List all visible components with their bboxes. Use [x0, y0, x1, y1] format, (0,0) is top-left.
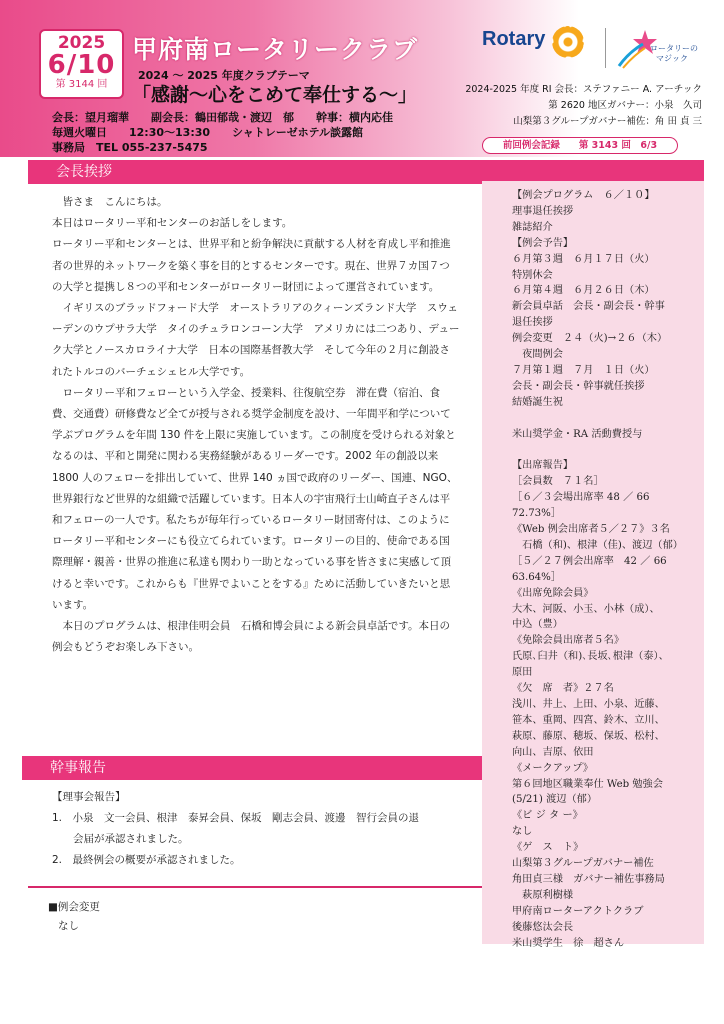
club-theme: 「感謝～心をこめて奉仕する～」	[132, 84, 418, 106]
sidebar-line: 第６回地区職業奉仕 Web 勉強会	[512, 778, 663, 790]
paragraph: 本日のプログラムは、根津佳明会員 石橋和博会員による新会員卓話です。本日の例会もどうぞお楽しみ下さい。	[52, 620, 451, 654]
sidebar-line: ［６／３会場出席率 48 ／ 66	[512, 492, 650, 504]
assistant-governor: 山梨第３グループガバナー補佐：角 田 貞 三	[513, 116, 702, 127]
meeting-change-value: なし	[58, 920, 79, 932]
section-divider	[28, 886, 482, 888]
sidebar-line: 夜間例会	[512, 349, 563, 361]
sidebar-line: 72.73%］	[512, 508, 562, 520]
sidebar-line: 新会員卓話 会長・副会長・幹事	[512, 301, 665, 313]
date-badge	[39, 29, 124, 99]
sidebar-line: 山梨第３グループガバナー補佐	[512, 858, 654, 870]
sidebar-line: 例会変更 ２４（火)→２６（木）	[512, 333, 668, 345]
sidebar-line: 《Web 例会出席者５／２７》３名	[512, 524, 670, 536]
date-month-day: 6/10	[47, 50, 116, 80]
sidebar-line: なし	[512, 826, 533, 838]
sidebar-line: 浅川、井上、上田、小泉、近藤、	[512, 699, 665, 710]
rotary-logo: Rotary	[482, 28, 546, 50]
rotary-wheel-icon	[552, 26, 584, 58]
sidebar-line: 後藤悠汰会長	[512, 921, 574, 933]
sidebar-line: 甲府南ローターアクトクラブ	[512, 905, 644, 917]
district-governor: 第 2620 地区ガバナー：小泉 久司	[548, 100, 702, 111]
paragraph: 皆さま こんにちは。	[52, 196, 168, 208]
club-name: 甲府南ロータリークラブ	[132, 35, 419, 64]
sidebar-line: 《メークアップ》	[512, 762, 594, 774]
sidebar-line: ６月第３週 ６月１７日（火）	[512, 253, 655, 265]
sidebar-line: 【出席報告】	[512, 460, 574, 472]
paragraph: ロータリー平和フェローという入学金、授業料、往復航空券 滞在費（宿泊、食費、交通費）研修費など全てが授与される奨学金制度を設け、一年間平和学について学ぶプログラムを年間 130 件を上限に実施しています。この制度を受けられる対象となるのは、平和と開発に関わる実務経験があるリーダーです。2002 年の創設以来 1800 人のフェローを排出していて、世界 140 ヵ国で政府のリーダー、国連、NGO、世界銀行など世界的な組織で活躍しています。日本人の宇宙飛行士山崎直子さんは平和フェローの一人です。私たちが毎年行っているロータリー財団寄付は、このようにロータリー平和センターにも役立てられています。ロータリーの目的、使命である国際理解・親善・世界の推進に私達も関わり一助となっている事を皆さまに実感して頂けると幸いです。これからも『世界でよいことをする』ために活動していきたいと思います。	[52, 386, 458, 611]
sidebar-line: (5/21) 渡辺（郁）	[512, 794, 598, 806]
sidebar-line: 理事退任挨拶	[512, 205, 574, 217]
sidebar-line: 笹本、重岡、四宮、鈴木、立川、	[512, 714, 665, 726]
sidebar-line: ６月第４週 ６月２６日（木）	[512, 285, 655, 297]
paragraph: 本日はロータリー平和センターのお話しをします。	[52, 217, 293, 230]
report-line: 1. 小泉 文一会員、根津 泰昇会員、保坂 剛志会員、渡邊 智行会員の退	[52, 812, 420, 824]
sidebar-line: 角田貞三様 ガバナー補佐事務局	[512, 873, 665, 885]
logo-divider	[605, 28, 606, 68]
secretary-report	[52, 787, 419, 871]
sidebar-line: 《免除会員出席者５名》	[512, 635, 625, 647]
paragraph: イギリスのブラッドフォード大学 オーストラリアのクィーンズランド大学 スウェーデンのウプサラ大学 タイのチュラロンコーン大学 アメリカには二つあり、デューク大学とノースカロライナ大学 日本の国際基督教大学 そして今年の２月に創設されたトルコのバーチェシェヒル大学です。	[52, 302, 460, 378]
sidebar-line: 退任挨拶	[512, 317, 553, 329]
sidebar-line: 《ビ ジ タ ー》	[512, 810, 583, 822]
sidebar-line	[512, 411, 702, 427]
ri-officers	[465, 82, 702, 130]
sidebar-program-attendance	[512, 188, 702, 952]
report-line: 2. 最終例会の概要が承認されました。	[52, 854, 241, 866]
sidebar-line: 中込（豊）	[512, 619, 563, 631]
date-year: 2025	[57, 33, 106, 53]
officers-line: 会長：望月瑠華 副会長：鶴田郁哉・渡辺 郁 幹事：横内応佳	[52, 111, 393, 124]
sidebar-line: 萩原、藤原、穂坂、保坂、松村、	[512, 730, 665, 742]
meeting-change	[48, 898, 100, 936]
club-officers	[52, 110, 393, 155]
report-line: 【理事会報告】	[52, 791, 126, 803]
previous-meeting-record: 前回例会記録 第 3143 回 6/3	[482, 137, 678, 154]
sidebar-line: 原田	[512, 667, 533, 679]
president-greeting	[52, 192, 460, 658]
sidebar-line: 《ゲ ス ト》	[512, 842, 584, 854]
sidebar-line: 萩原利樹様	[512, 889, 574, 901]
sidebar-line: 雑誌紹介	[512, 221, 553, 233]
secretary-section-header: 幹事報告	[22, 756, 482, 780]
masthead	[0, 0, 724, 157]
paragraph: ロータリー平和センターとは、世界平和と紛争解決に貢献する人材を育成し平和推進者の世界的ネットワークを築く事を目的とするセンターです。現在、世界７カ国７つの大学と提携し８つの平和センターがロータリー財団によって運営されています。	[52, 238, 451, 293]
ri-president: 2024-2025 年度 RI 会長：ステファニー A. アーチック	[465, 84, 702, 95]
meeting-change-heading: ■例会変更	[48, 901, 100, 913]
sidebar-line: ［５／２７例会出席率 42 ／ 66	[512, 555, 667, 567]
sidebar-line: 《出席免除会員》	[512, 587, 594, 599]
magic-slogan: ロータリーの マジック	[650, 44, 698, 63]
sidebar-line: ７月第１週 ７月 １日（火）	[512, 364, 655, 376]
meeting-schedule-line: 毎週火曜日 12:30～13:30 シャトレーゼホテル談露館	[52, 126, 364, 139]
sidebar-line: 63.64%］	[512, 571, 562, 583]
sidebar-line: 向山、吉原、依田	[512, 746, 594, 758]
sidebar-line	[512, 443, 702, 459]
president-section-header: 会長挨拶	[28, 160, 704, 184]
sidebar-line: 石橋（和)、根津（佳)、渡辺（郁）	[512, 539, 683, 551]
sidebar-line: 大木、河阪、小玉、小林（成）、	[512, 603, 660, 615]
sidebar-line: 結婚誕生祝	[512, 396, 563, 408]
theme-label: 2024 ～ 2025 年度クラブテーマ	[138, 69, 310, 82]
sidebar-line: 会長・副会長・幹事就任挨拶	[512, 380, 645, 392]
report-line: 会届が承認されました。	[52, 833, 189, 845]
office-phone-line: 事務局 TEL 055-237-5475	[52, 141, 208, 154]
sidebar-line: 米山奨学生 徐 超さん	[512, 937, 625, 949]
sidebar-line: 【例会予告】	[512, 237, 574, 249]
sidebar-line: 米山奨学金・RA 活動費授与	[512, 428, 643, 440]
meeting-number: 第 3144 回	[55, 79, 108, 90]
sidebar-line: 【例会プログラム ６／１０】	[512, 190, 655, 201]
sidebar-line: 《欠 席 者》２７名	[512, 683, 614, 695]
sidebar-line: 氏原､臼井（和)､長坂､根津（泰）、	[512, 651, 669, 663]
sidebar-line: ［会員数 ７１名］	[512, 476, 604, 488]
sidebar-line: 特別休会	[512, 269, 553, 281]
